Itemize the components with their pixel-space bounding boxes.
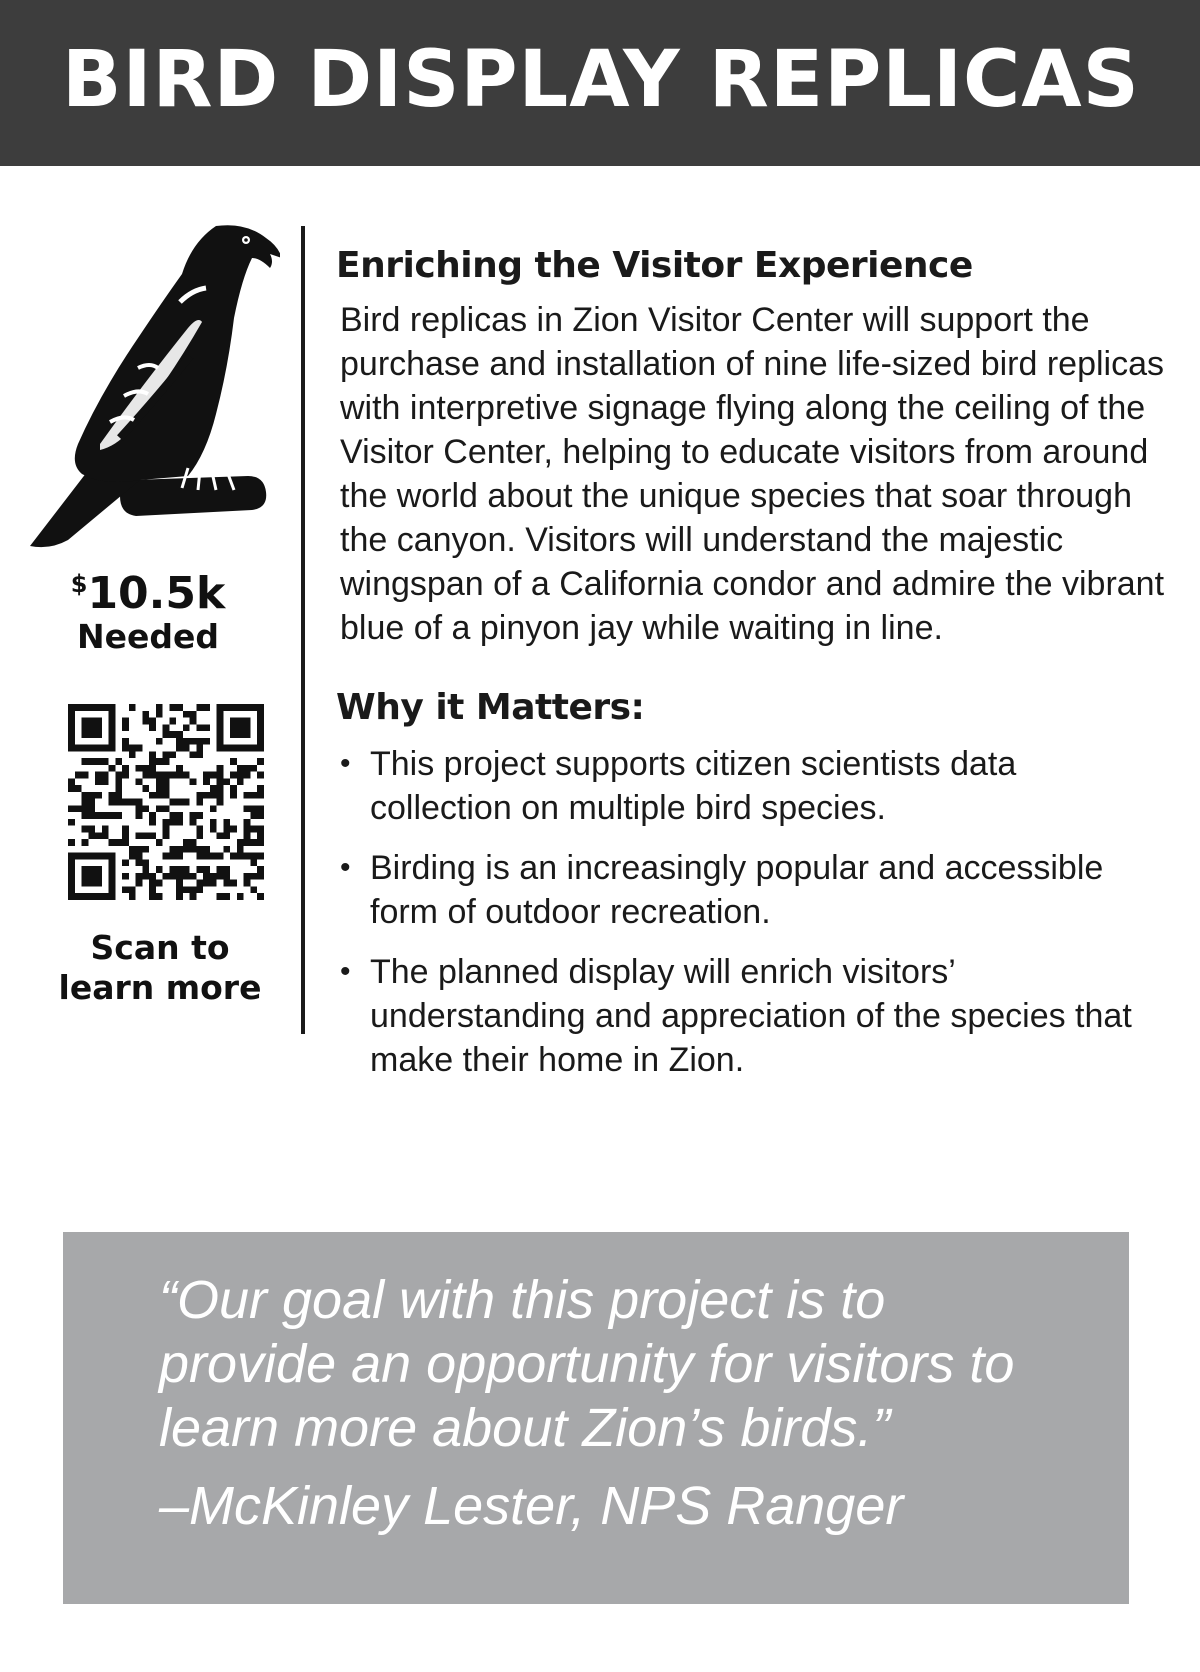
list-item: • The planned display will enrich visitors’ understanding and appreciation of the species that make their home in Zion. bbox=[340, 953, 1132, 1079]
main-content bbox=[336, 242, 1166, 1098]
vertical-divider bbox=[301, 226, 305, 1034]
section-heading-experience: Enriching the Visitor Experience bbox=[336, 245, 973, 286]
header-banner bbox=[0, 0, 1200, 166]
funding-amount: $10.5k bbox=[70, 568, 226, 619]
quote-box bbox=[63, 1232, 1129, 1604]
scan-caption: Scan to learn more bbox=[58, 928, 262, 1007]
funding-label: Needed bbox=[76, 617, 219, 656]
quote-text: “Our goal with this project is to provide an opportunity for visitors to learn more about Zion’s birds.” bbox=[159, 1270, 1015, 1458]
list-item: • Birding is an increasingly popular and accessible form of outdoor recreation. bbox=[340, 849, 1104, 931]
quote-attribution: –McKinley Lester, NPS Ranger bbox=[159, 1476, 904, 1536]
experience-paragraph: Bird replicas in Zion Visitor Center will support the purchase and installation of nine life-sized bird replicas with interpretive signage flying along the ceiling of the Visitor Center, helping to educate visitors from around the world about the unique species that soar through the canyon. Visitors will understand the majestic wingspan of a California condor and admire the vibrant blue of a pinyon jay while waiting in line. bbox=[340, 301, 1165, 647]
qr-code-icon[interactable] bbox=[68, 704, 264, 900]
why-list bbox=[336, 742, 1166, 1082]
funding-needed bbox=[20, 560, 276, 656]
list-item: • This project supports citizen scientists data collection on multiple bird species. bbox=[340, 745, 1017, 827]
page-title: BIRD DISPLAY REPLICAS bbox=[62, 35, 1140, 125]
section-heading-why: Why it Matters: bbox=[336, 687, 645, 728]
hawk-silhouette-icon bbox=[20, 218, 280, 558]
